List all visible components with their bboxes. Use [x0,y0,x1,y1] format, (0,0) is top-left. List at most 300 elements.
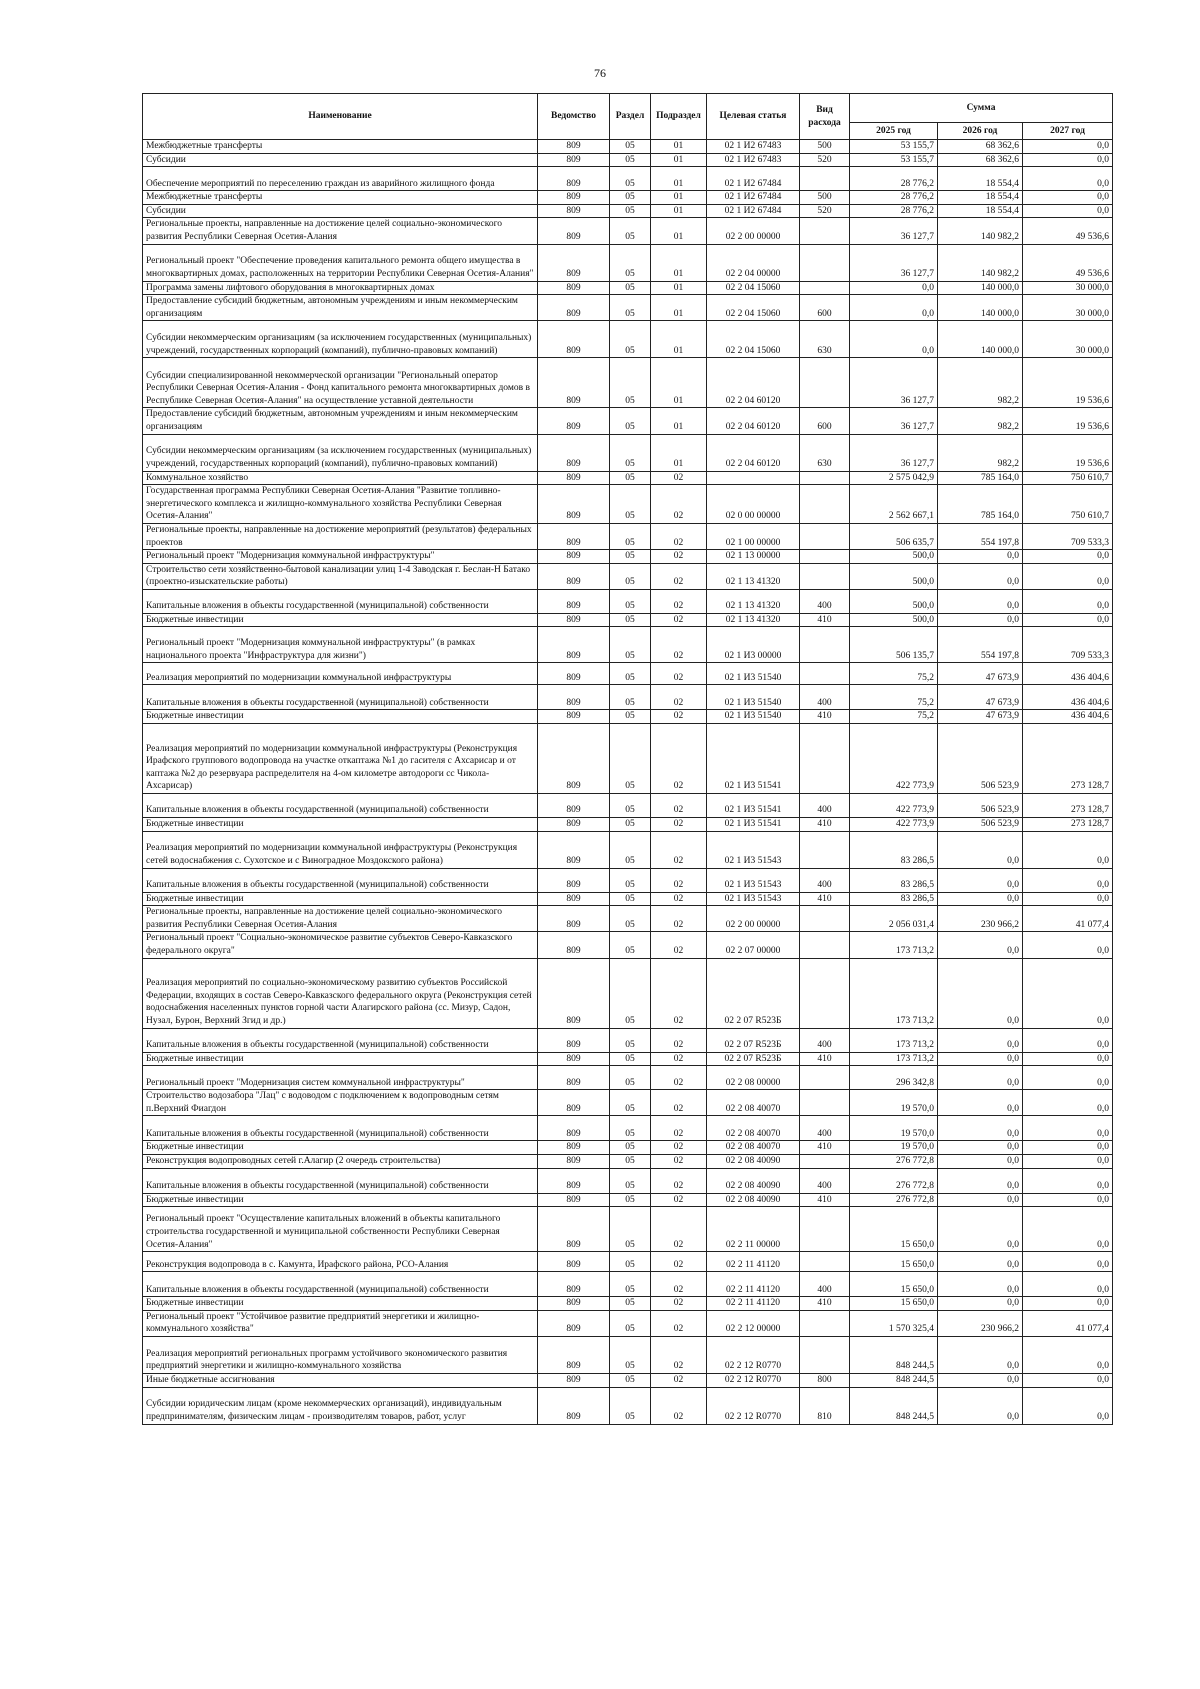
cell-name: Бюджетные инвестиции [143,892,538,906]
cell-ved: 809 [538,710,610,724]
cell-ved: 809 [538,1193,610,1207]
cell-ved: 809 [538,1052,610,1066]
cell-sum-2025: 0,0 [850,321,938,358]
cell-razdel: 05 [610,471,651,485]
cell-sum-2026: 0,0 [938,589,1023,613]
cell-sum-2027: 30 000,0 [1023,321,1113,358]
cell-name: Предоставление субсидий бюджетным, автономным учреждениям и иным некоммерческим организациям [143,408,538,434]
cell-sum-2027: 0,0 [1023,892,1113,906]
header-year-2025: 2025 год [850,123,938,140]
cell-sum-2027: 30 000,0 [1023,295,1113,321]
cell-sum-2027: 49 536,6 [1023,244,1113,281]
cell-name: Коммунальное хозяйство [143,471,538,485]
cell-ved: 809 [538,485,610,524]
cell-ved: 809 [538,523,610,549]
cell-ved: 809 [538,627,610,663]
cell-sum-2025: 75,2 [850,710,938,724]
cell-target-article: 02 1 И3 51543 [707,831,800,868]
cell-expense-type: 410 [800,613,850,627]
cell-razdel: 05 [610,818,651,832]
cell-podrazdel: 01 [651,295,707,321]
cell-ved: 809 [538,1310,610,1336]
cell-target-article: 02 2 04 00000 [707,244,800,281]
cell-ved: 809 [538,1297,610,1311]
cell-razdel: 05 [610,550,651,564]
cell-target-article: 02 2 04 60120 [707,434,800,471]
cell-name: Бюджетные инвестиции [143,710,538,724]
cell-sum-2027: 0,0 [1023,1116,1113,1141]
cell-razdel: 05 [610,140,651,154]
cell-sum-2026: 0,0 [938,550,1023,564]
table-row [143,1168,1113,1193]
cell-target-article: 02 2 00 00000 [707,218,800,244]
header-target-article: Целевая статья [707,94,800,140]
header-podrazdel: Подраздел [651,94,707,140]
cell-target-article: 02 1 И3 51540 [707,710,800,724]
table-row [143,1310,1113,1336]
cell-sum-2027: 0,0 [1023,140,1113,154]
cell-ved: 809 [538,1116,610,1141]
cell-sum-2027: 0,0 [1023,167,1113,191]
cell-expense-type [800,958,850,1028]
cell-name: Бюджетные инвестиции [143,1141,538,1155]
cell-podrazdel: 02 [651,1052,707,1066]
cell-sum-2027: 0,0 [1023,613,1113,627]
cell-podrazdel: 02 [651,563,707,589]
cell-podrazdel: 02 [651,710,707,724]
cell-sum-2025: 500,0 [850,550,938,564]
cell-sum-2027: 709 533,3 [1023,627,1113,663]
cell-razdel: 05 [610,627,651,663]
cell-sum-2027: 41 077,4 [1023,1310,1113,1336]
cell-sum-2027: 0,0 [1023,1066,1113,1090]
cell-podrazdel: 02 [651,932,707,958]
cell-expense-type: 400 [800,1116,850,1141]
cell-target-article: 02 1 13 00000 [707,550,800,564]
cell-sum-2026: 506 523,9 [938,794,1023,818]
table-header [143,94,1113,140]
table-row [143,710,1113,724]
cell-sum-2025: 19 570,0 [850,1141,938,1155]
cell-podrazdel: 01 [651,408,707,434]
cell-razdel: 05 [610,1252,651,1272]
cell-sum-2025: 75,2 [850,685,938,710]
cell-razdel: 05 [610,1207,651,1252]
cell-razdel: 05 [610,485,651,524]
cell-name: Бюджетные инвестиции [143,818,538,832]
cell-sum-2026: 0,0 [938,868,1023,892]
table-row [143,906,1113,932]
cell-expense-type [800,1066,850,1090]
cell-razdel: 05 [610,1272,651,1297]
cell-sum-2026: 230 966,2 [938,1310,1023,1336]
cell-target-article: 02 1 И3 51543 [707,868,800,892]
cell-expense-type [800,550,850,564]
cell-name: Капитальные вложения в объекты государственной (муниципальной) собственности [143,868,538,892]
cell-expense-type: 410 [800,892,850,906]
cell-sum-2026: 140 000,0 [938,321,1023,358]
table-row [143,140,1113,154]
cell-ved: 809 [538,1373,610,1387]
table-row [143,153,1113,167]
cell-target-article: 02 1 И3 51541 [707,794,800,818]
cell-podrazdel: 02 [651,818,707,832]
table-row [143,794,1113,818]
header-ved: Ведомство [538,94,610,140]
cell-sum-2027: 0,0 [1023,153,1113,167]
cell-podrazdel: 02 [651,906,707,932]
cell-target-article: 02 2 08 40070 [707,1116,800,1141]
table-row [143,550,1113,564]
table-row [143,485,1113,524]
cell-expense-type: 410 [800,710,850,724]
cell-expense-type: 410 [800,1193,850,1207]
cell-sum-2025: 296 342,8 [850,1066,938,1090]
budget-table [142,93,1113,1425]
table-row [143,1207,1113,1252]
cell-razdel: 05 [610,1310,651,1336]
cell-name: Региональный проект "Обеспечение проведения капитального ремонта общего имущества в многоквартирных домах, расположенных на территории Республики Северная Осетия-Алания" [143,244,538,281]
cell-ved: 809 [538,408,610,434]
cell-name: Субсидии [143,204,538,218]
cell-sum-2026: 68 362,6 [938,153,1023,167]
cell-podrazdel: 02 [651,1373,707,1387]
cell-target-article: 02 2 08 40070 [707,1090,800,1116]
table-row [143,191,1113,205]
cell-target-article: 02 2 11 41120 [707,1297,800,1311]
cell-sum-2026: 0,0 [938,1090,1023,1116]
cell-name: Реализация мероприятий региональных программ устойчивого экономического развития предприятий энергетики и жилищно-коммунального хозяйства [143,1336,538,1373]
cell-target-article: 02 1 13 41320 [707,613,800,627]
cell-expense-type: 600 [800,408,850,434]
cell-razdel: 05 [610,1090,651,1116]
cell-podrazdel: 02 [651,892,707,906]
cell-sum-2027: 0,0 [1023,1090,1113,1116]
cell-sum-2025: 276 772,8 [850,1168,938,1193]
table-row [143,663,1113,685]
cell-razdel: 05 [610,663,651,685]
cell-sum-2027: 436 404,6 [1023,663,1113,685]
cell-sum-2026: 0,0 [938,831,1023,868]
cell-sum-2026: 0,0 [938,1387,1023,1424]
cell-podrazdel: 01 [651,218,707,244]
table-row [143,167,1113,191]
cell-podrazdel: 01 [651,167,707,191]
cell-sum-2026: 0,0 [938,1116,1023,1141]
cell-sum-2026: 0,0 [938,932,1023,958]
cell-sum-2025: 36 127,7 [850,408,938,434]
cell-razdel: 05 [610,794,651,818]
table-row [143,321,1113,358]
cell-ved: 809 [538,1066,610,1090]
cell-expense-type [800,906,850,932]
cell-target-article: 02 1 И3 51543 [707,892,800,906]
cell-razdel: 05 [610,1052,651,1066]
cell-podrazdel: 01 [651,434,707,471]
cell-sum-2026: 140 000,0 [938,295,1023,321]
table-row [143,523,1113,549]
cell-target-article: 02 1 И3 51540 [707,663,800,685]
cell-sum-2026: 785 164,0 [938,471,1023,485]
cell-ved: 809 [538,958,610,1028]
cell-sum-2027: 0,0 [1023,1193,1113,1207]
cell-target-article: 02 2 08 40090 [707,1193,800,1207]
cell-razdel: 05 [610,1116,651,1141]
cell-target-article: 02 2 11 00000 [707,1207,800,1252]
cell-sum-2027: 750 610,7 [1023,471,1113,485]
cell-ved: 809 [538,218,610,244]
cell-sum-2026: 0,0 [938,958,1023,1028]
table-row [143,204,1113,218]
cell-razdel: 05 [610,167,651,191]
cell-expense-type [800,627,850,663]
cell-sum-2025: 173 713,2 [850,1028,938,1052]
cell-sum-2025: 83 286,5 [850,892,938,906]
cell-sum-2025: 506 135,7 [850,627,938,663]
table-row [143,627,1113,663]
table-row [143,818,1113,832]
cell-sum-2026: 0,0 [938,1066,1023,1090]
cell-ved: 809 [538,1387,610,1424]
cell-sum-2026: 554 197,8 [938,523,1023,549]
cell-name: Региональный проект "Социально-экономическое развитие субъектов Северо-Кавказского федерального округа" [143,932,538,958]
cell-razdel: 05 [610,295,651,321]
cell-podrazdel: 01 [651,244,707,281]
cell-sum-2025: 500,0 [850,589,938,613]
cell-target-article: 02 1 13 41320 [707,563,800,589]
cell-target-article: 02 1 И3 51540 [707,685,800,710]
cell-ved: 809 [538,831,610,868]
cell-name: Региональные проекты, направленные на достижение целей социально-экономического развития Республики Северная Осетия-Алания [143,906,538,932]
cell-sum-2025: 506 635,7 [850,523,938,549]
cell-name: Иные бюджетные ассигнования [143,1373,538,1387]
cell-sum-2026: 982,2 [938,358,1023,408]
cell-podrazdel: 01 [651,204,707,218]
cell-name: Капитальные вложения в объекты государственной (муниципальной) собственности [143,589,538,613]
table-row [143,563,1113,589]
header-sum: Сумма [850,94,1113,123]
cell-sum-2027: 0,0 [1023,1252,1113,1272]
cell-sum-2027: 273 128,7 [1023,818,1113,832]
cell-expense-type [800,932,850,958]
cell-target-article: 02 2 11 41120 [707,1252,800,1272]
cell-ved: 809 [538,244,610,281]
cell-podrazdel: 01 [651,153,707,167]
cell-ved: 809 [538,1141,610,1155]
cell-razdel: 05 [610,1155,651,1169]
cell-sum-2027: 273 128,7 [1023,794,1113,818]
cell-ved: 809 [538,1207,610,1252]
cell-sum-2027: 0,0 [1023,1297,1113,1311]
table-row [143,613,1113,627]
cell-razdel: 05 [610,563,651,589]
cell-sum-2025: 28 776,2 [850,167,938,191]
cell-sum-2026: 0,0 [938,1336,1023,1373]
cell-ved: 809 [538,434,610,471]
cell-ved: 809 [538,818,610,832]
cell-ved: 809 [538,471,610,485]
cell-sum-2025: 500,0 [850,563,938,589]
cell-sum-2026: 0,0 [938,1052,1023,1066]
cell-expense-type [800,1155,850,1169]
cell-sum-2027: 0,0 [1023,1155,1113,1169]
header-expense-type: Вид расхода [800,94,850,140]
cell-ved: 809 [538,167,610,191]
cell-sum-2025: 422 773,9 [850,724,938,794]
cell-expense-type: 410 [800,818,850,832]
cell-expense-type: 400 [800,1168,850,1193]
header-year-2026: 2026 год [938,123,1023,140]
cell-razdel: 05 [610,358,651,408]
cell-expense-type: 800 [800,1373,850,1387]
table-row [143,434,1113,471]
cell-name: Субсидии специализированной некоммерческой организации "Региональный оператор Республики Северная Осетия-Алания - Фонд капитального ремонта многоквартирных домов в Республике Северная Осетия-Алания" на осуществление уставной деятельности [143,358,538,408]
cell-sum-2026: 47 673,9 [938,710,1023,724]
table-row [143,589,1113,613]
cell-target-article: 02 1 И3 51541 [707,818,800,832]
cell-podrazdel: 02 [651,1252,707,1272]
cell-razdel: 05 [610,685,651,710]
cell-podrazdel: 02 [651,1272,707,1297]
cell-podrazdel: 02 [651,1155,707,1169]
cell-sum-2026: 18 554,4 [938,191,1023,205]
cell-name: Предоставление субсидий бюджетным, автономным учреждениям и иным некоммерческим организациям [143,295,538,321]
cell-ved: 809 [538,204,610,218]
header-name: Наименование [143,94,538,140]
cell-target-article: 02 2 08 40070 [707,1141,800,1155]
cell-sum-2026: 18 554,4 [938,204,1023,218]
cell-name: Региональный проект "Осуществление капитальных вложений в объекты капитального строительства государственной и муниципальной собственности Республики Северная Осетия-Алания" [143,1207,538,1252]
cell-sum-2025: 276 772,8 [850,1155,938,1169]
cell-sum-2027: 0,0 [1023,1168,1113,1193]
cell-target-article: 02 2 12 R0770 [707,1336,800,1373]
cell-ved: 809 [538,932,610,958]
cell-sum-2025: 28 776,2 [850,204,938,218]
cell-expense-type: 400 [800,589,850,613]
cell-sum-2027: 0,0 [1023,204,1113,218]
cell-name: Субсидии некоммерческим организациям (за исключением государственных (муниципальных) учреждений, государственных корпораций (компаний), публично-правовых компаний) [143,321,538,358]
table-row [143,1336,1113,1373]
cell-sum-2025: 2 575 042,9 [850,471,938,485]
table-row [143,932,1113,958]
cell-sum-2027: 273 128,7 [1023,724,1113,794]
cell-podrazdel: 02 [651,1193,707,1207]
cell-expense-type [800,218,850,244]
cell-sum-2026: 0,0 [938,1297,1023,1311]
cell-razdel: 05 [610,523,651,549]
cell-sum-2026: 47 673,9 [938,685,1023,710]
cell-razdel: 05 [610,1066,651,1090]
cell-podrazdel: 02 [651,1387,707,1424]
cell-sum-2027: 0,0 [1023,1387,1113,1424]
cell-podrazdel: 01 [651,140,707,154]
cell-target-article: 02 2 08 40090 [707,1155,800,1169]
cell-sum-2027: 0,0 [1023,550,1113,564]
cell-podrazdel: 02 [651,523,707,549]
cell-ved: 809 [538,1272,610,1297]
cell-razdel: 05 [610,1336,651,1373]
cell-sum-2025: 173 713,2 [850,1052,938,1066]
cell-name: Реализация мероприятий по модернизации коммунальной инфраструктуры (Реконструкция сетей водоснабжения с. Сухотское и с Виноградное Моздокского района) [143,831,538,868]
cell-expense-type [800,523,850,549]
cell-podrazdel: 01 [651,191,707,205]
cell-sum-2026: 0,0 [938,1373,1023,1387]
cell-sum-2026: 0,0 [938,1272,1023,1297]
cell-target-article: 02 1 00 00000 [707,523,800,549]
cell-ved: 809 [538,663,610,685]
table-row [143,1252,1113,1272]
cell-target-article: 02 2 07 R523Б [707,958,800,1028]
cell-target-article: 02 2 12 00000 [707,1310,800,1336]
cell-ved: 809 [538,685,610,710]
cell-sum-2025: 422 773,9 [850,794,938,818]
table-row [143,1155,1113,1169]
cell-sum-2025: 53 155,7 [850,153,938,167]
cell-razdel: 05 [610,613,651,627]
cell-razdel: 05 [610,958,651,1028]
cell-sum-2026: 0,0 [938,1155,1023,1169]
cell-name: Программа замены лифтового оборудования в многоквартирных домах [143,281,538,295]
cell-sum-2026: 0,0 [938,563,1023,589]
cell-sum-2027: 49 536,6 [1023,218,1113,244]
cell-razdel: 05 [610,589,651,613]
cell-podrazdel: 01 [651,281,707,295]
cell-sum-2027: 0,0 [1023,1052,1113,1066]
cell-name: Реализация мероприятий по модернизации коммунальной инфраструктуры [143,663,538,685]
table-row [143,471,1113,485]
cell-sum-2025: 53 155,7 [850,140,938,154]
cell-podrazdel: 02 [651,589,707,613]
table-row [143,724,1113,794]
cell-name: Капитальные вложения в объекты государственной (муниципальной) собственности [143,1168,538,1193]
cell-expense-type [800,485,850,524]
table-row [143,244,1113,281]
cell-sum-2027: 19 536,6 [1023,408,1113,434]
table-body [143,140,1113,1425]
cell-name: Межбюджетные трансферты [143,140,538,154]
cell-name: Региональные проекты, направленные на достижение мероприятий (результатов) федеральных проектов [143,523,538,549]
cell-podrazdel: 02 [651,794,707,818]
cell-target-article [707,471,800,485]
table-row [143,831,1113,868]
cell-expense-type [800,167,850,191]
cell-name: Обеспечение мероприятий по переселению граждан из аварийного жилищного фонда [143,167,538,191]
cell-sum-2025: 0,0 [850,281,938,295]
cell-target-article: 02 2 11 41120 [707,1272,800,1297]
cell-sum-2025: 2 562 667,1 [850,485,938,524]
cell-razdel: 05 [610,724,651,794]
table-row [143,1090,1113,1116]
cell-podrazdel: 02 [651,1168,707,1193]
cell-sum-2027: 436 404,6 [1023,710,1113,724]
cell-razdel: 05 [610,831,651,868]
cell-sum-2027: 0,0 [1023,958,1113,1028]
cell-target-article: 02 2 04 15060 [707,321,800,358]
cell-target-article: 02 2 12 R0770 [707,1373,800,1387]
cell-ved: 809 [538,153,610,167]
cell-podrazdel: 02 [651,471,707,485]
cell-name: Реализация мероприятий по социально-экономическому развитию субъектов Российской Федерации, входящих в состав Северо-Кавказского федерального округа (Реконструкция сетей водоснабжения населенных пунктов горной части Алагирского района (сс. Мизур, Садон, Нузал, Бурон, Верхний Згид и др.) [143,958,538,1028]
page-number: 76 [594,66,606,80]
cell-target-article: 02 2 07 00000 [707,932,800,958]
cell-razdel: 05 [610,204,651,218]
cell-expense-type: 810 [800,1387,850,1424]
cell-ved: 809 [538,1336,610,1373]
cell-razdel: 05 [610,434,651,471]
cell-expense-type: 400 [800,685,850,710]
cell-target-article: 02 1 И2 67484 [707,167,800,191]
cell-name: Капитальные вложения в объекты государственной (муниципальной) собственности [143,1116,538,1141]
